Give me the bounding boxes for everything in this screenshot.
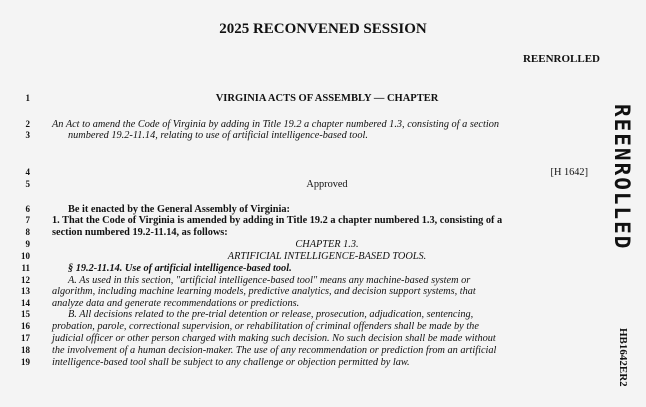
section-b-line: B. All decisions related to the pre-trial detention or release, prosecution, adjudication, sentencing, [68,309,474,320]
section-b-line: intelligence-based tool shall be subject to any challenge or objection permitted by law. [52,357,410,368]
line-number: 2 [25,119,30,129]
line-number: 6 [25,204,30,214]
line-number: 5 [25,179,30,189]
section-a-line: algorithm, including machine learning models, predictive analytics, and decision support systems, that [52,286,476,297]
enactment-line: Be it enacted by the General Assembly of Virginia: [68,204,290,215]
line-number: 14 [21,298,30,308]
reenrolled-label: REENROLLED [522,53,600,65]
line-number: 15 [21,309,30,319]
line-number: 19 [21,357,30,367]
line-number: 4 [25,167,30,177]
line-number: 16 [21,321,30,331]
act-summary-line: numbered 19.2-11.14, relating to use of artificial intelligence-based tool. [68,130,368,141]
session-title: 2025 RECONVENED SESSION [219,21,427,37]
act-summary-line: An Act to amend the Code of Virginia by adding in Title 19.2 a chapter numbered 1.3, consisting of a section [52,119,500,130]
side-stamp-text: REENROLLED [610,104,634,251]
section-b-line: probation, parole, correctional supervision, or rehabilitation of criminal offenders shall be made by the [52,321,479,332]
enactment-line: 1. That the Code of Virginia is amended by adding in Title 19.2 a chapter numbered 1.3, consisting of a [52,215,503,226]
side-stamp [604,85,640,270]
section-b-line: judicial officer or other person charged with making such decision. No such decision shall be made without [52,333,496,344]
section-a-line: A. As used in this section, "artificial intelligence-based tool" means any machine-based system or [68,275,471,286]
approved-label: Approved [306,179,348,190]
section-a-line: analyze data and generate recommendations or predictions. [52,298,300,309]
enactment-line: section numbered 19.2-11.14, as follows: [52,227,228,238]
line-number: 11 [21,263,30,273]
line-number: 12 [21,275,30,285]
bill-id-vertical [612,328,634,387]
line-number: 7 [25,215,30,225]
chapter-number: CHAPTER 1.3. [295,239,359,250]
line-number: 9 [25,239,30,249]
acts-title: VIRGINIA ACTS OF ASSEMBLY — CHAPTER [215,93,439,104]
line-number: 1 [25,93,30,103]
bill-id-text: HB1642ER2 [617,328,629,387]
line-number: 18 [21,345,30,355]
bill-reference: [H 1642] [550,167,588,178]
line-number: 13 [21,286,30,296]
section-heading: § 19.2-11.14. Use of artificial intelligence-based tool. [68,263,292,274]
line-number: 17 [21,333,30,343]
line-number: 10 [21,251,30,261]
line-number: 8 [25,227,30,237]
chapter-title: ARTIFICIAL INTELLIGENCE-BASED TOOLS. [227,251,427,262]
section-b-line: the involvement of a human decision-maker. The use of any recommendation or prediction from an artificial [52,345,497,356]
line-number: 3 [25,130,30,140]
